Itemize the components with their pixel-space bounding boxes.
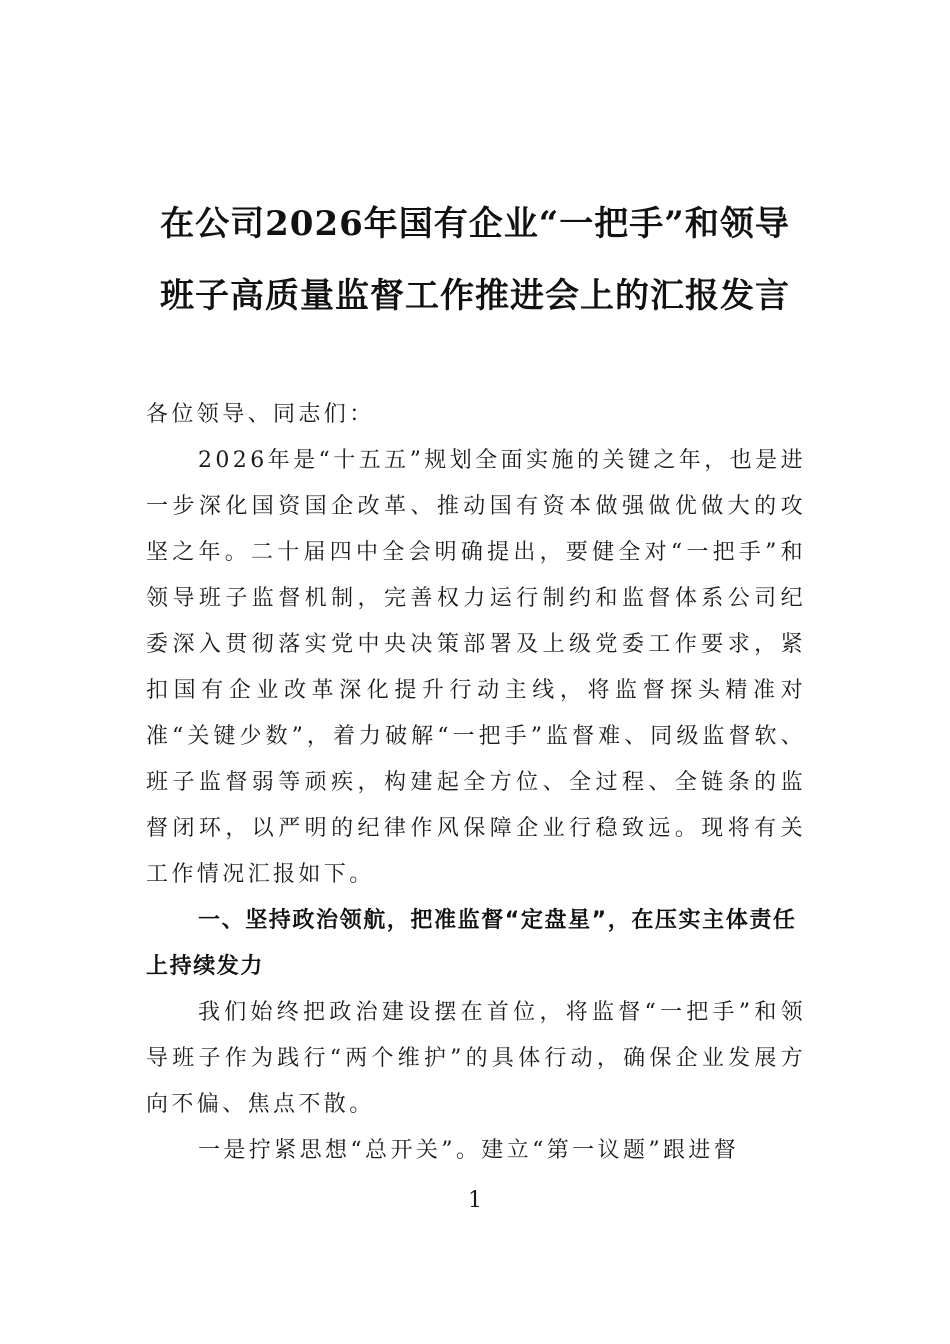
document-title (110, 188, 840, 332)
intro-paragraph: 2026年是“十五五”规划全面实施的关键之年，也是进一步深化国资国企改革、推动国有资本做强做优做大的攻坚之年。二十届四中全会明确提出，要健全对“一把手”和领导班子监督机制，完善权力运行制约和监督体系公司纪委深入贯彻落实党中央决策部署及上级党委工作要求，紧扣国有企业改革深化提升行动主线，将监督探头精准对准“关键少数”，着力破解“一把手”监督难、同级监督软、班子监督弱等顽疾，构建起全方位、全过程、全链条的监督闭环，以严明的纪律作风保障企业行稳致远。现将有关工作情况汇报如下。 (146, 448, 806, 887)
section-paragraph: 一是拧紧思想“总开关”。建立“第一议题”跟进督 (198, 1138, 740, 1163)
title-line-1: 在公司2026年国有企业“一把手”和领导 (160, 204, 790, 244)
document-body (146, 392, 806, 1174)
page-number: 1 (468, 1188, 482, 1213)
section-paragraph: 我们始终把政治建设摆在首位，将监督“一把手”和领导班子作为践行“两个维护”的具体行动，确保企业发展方向不偏、焦点不散。 (146, 1000, 806, 1117)
salutation: 各位领导、同志们： (146, 402, 375, 427)
title-line-2: 班子高质量监督工作推进会上的汇报发言 (160, 276, 790, 316)
section-heading: 一、坚持政治领航，把准监督“定盘星”，在压实主体责任上持续发力 (146, 908, 797, 979)
